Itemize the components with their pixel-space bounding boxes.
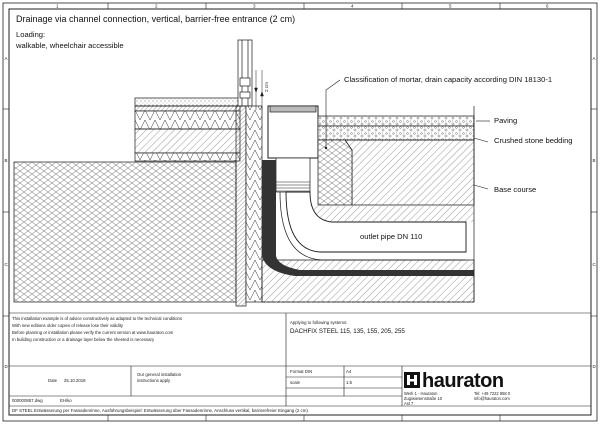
footer-description: DF STEEL Entwässerung per Fassadenrinne, Ausführungsbeispiel: Entwässerung über Fassadenrinne, Anschluss vertikal, barrierefreier Eingang (2 cm) xyxy=(12,407,308,413)
general-note-line-1: Our general installation xyxy=(137,372,182,377)
company-address-3: Ast 7 xyxy=(404,401,414,406)
company-name: hauraton xyxy=(422,370,504,392)
column-labels xyxy=(56,4,549,9)
row-label-d: D xyxy=(4,364,8,369)
crushed-stone-bedding-layer xyxy=(318,126,474,140)
basement-wall xyxy=(14,162,236,302)
channel-outlet-body xyxy=(276,158,310,192)
col-label-5: 5 xyxy=(449,3,452,9)
date-value: 25.10.2018 xyxy=(64,378,86,383)
slab-insulation-left xyxy=(135,153,240,161)
dimension-label: 2 cm xyxy=(264,82,269,92)
hauraton-logo-icon xyxy=(404,372,420,388)
annotation-base-course: Base course xyxy=(494,185,537,194)
drawn-by: EH/ko xyxy=(60,397,72,403)
loading-label: Loading: xyxy=(16,30,46,39)
row-label-a: A xyxy=(4,56,8,61)
col-label-4: 4 xyxy=(351,3,354,9)
loading-value: walkable, wheelchair accessible xyxy=(16,41,124,50)
floor-insulation-layer xyxy=(135,111,240,129)
company-address-1: Werk 1 - Hauraton xyxy=(404,391,438,396)
annotation-outlet-pipe: outlet pipe DN 110 xyxy=(360,232,423,241)
format-value: A4 xyxy=(346,369,352,374)
col-label-6: 6 xyxy=(546,3,549,9)
base-course-lower xyxy=(262,260,474,302)
col-label-1: 1 xyxy=(56,3,59,9)
applying-label: Applying to following systems: xyxy=(290,320,348,325)
col-label-2: 2 xyxy=(155,3,158,9)
col-label-3: 3 xyxy=(253,3,256,9)
disclaimer-line-4: In building construction or a drainage layer below the sheeted is necessary xyxy=(12,337,155,342)
leader-dot xyxy=(325,147,327,149)
applying-systems: DACHFIX STEEL 115, 135, 155, 205, 255 xyxy=(290,328,405,335)
drain-channel xyxy=(268,106,318,158)
floor-finish-layer xyxy=(135,106,240,111)
drawing-title: Drainage via channel connection, vertical, barrier-free entrance (2 cm) xyxy=(16,14,296,24)
paving-layer xyxy=(318,116,474,126)
mortar-bed xyxy=(318,140,352,205)
date-label: Date xyxy=(48,378,58,383)
drawing-number: 000000857.dwg xyxy=(12,397,43,403)
company-contact-1: Tel: +49 7222 958 0 xyxy=(474,391,511,396)
disclaimer-line-3: Before planning or installation please verify the current version at www.hauraton.com xyxy=(12,330,174,335)
annotation-crushed-stone: Crushed stone bedding xyxy=(494,136,573,145)
general-note-line-2: instructions apply xyxy=(137,378,171,383)
format-label: Format DIN xyxy=(290,369,313,374)
row-label-a-right: A xyxy=(592,56,596,61)
company-contact-2: info@hauraton.com xyxy=(474,396,510,401)
disclaimer-line-2: With new editions older copies of release lose their validity xyxy=(12,323,124,328)
annotation-mortar: Classification of mortar, drain capacity according DIN 18130-1 xyxy=(344,75,553,84)
scale-label: scale xyxy=(290,380,301,385)
disclaimer-line-1: This installation example is of advice constructively as adapted to the technical conditions xyxy=(12,316,183,321)
company-address-2: Zugiwiesenstraße 10 xyxy=(404,396,442,401)
row-label-d-right: D xyxy=(592,364,596,369)
annotation-paving: Paving xyxy=(494,116,518,125)
row-label-b-right: B xyxy=(592,158,596,163)
row-label-b: B xyxy=(4,158,8,163)
wall-insulation xyxy=(236,106,246,306)
perimeter-insulation xyxy=(246,106,262,302)
row-label-c: C xyxy=(4,262,8,267)
channel-grating xyxy=(270,106,316,112)
dimension-marker xyxy=(255,70,264,110)
row-label-c-right: C xyxy=(592,262,596,267)
scale-value: 1:5 xyxy=(346,380,352,385)
concrete-slab-left xyxy=(135,129,240,153)
screed-layer xyxy=(135,98,240,106)
